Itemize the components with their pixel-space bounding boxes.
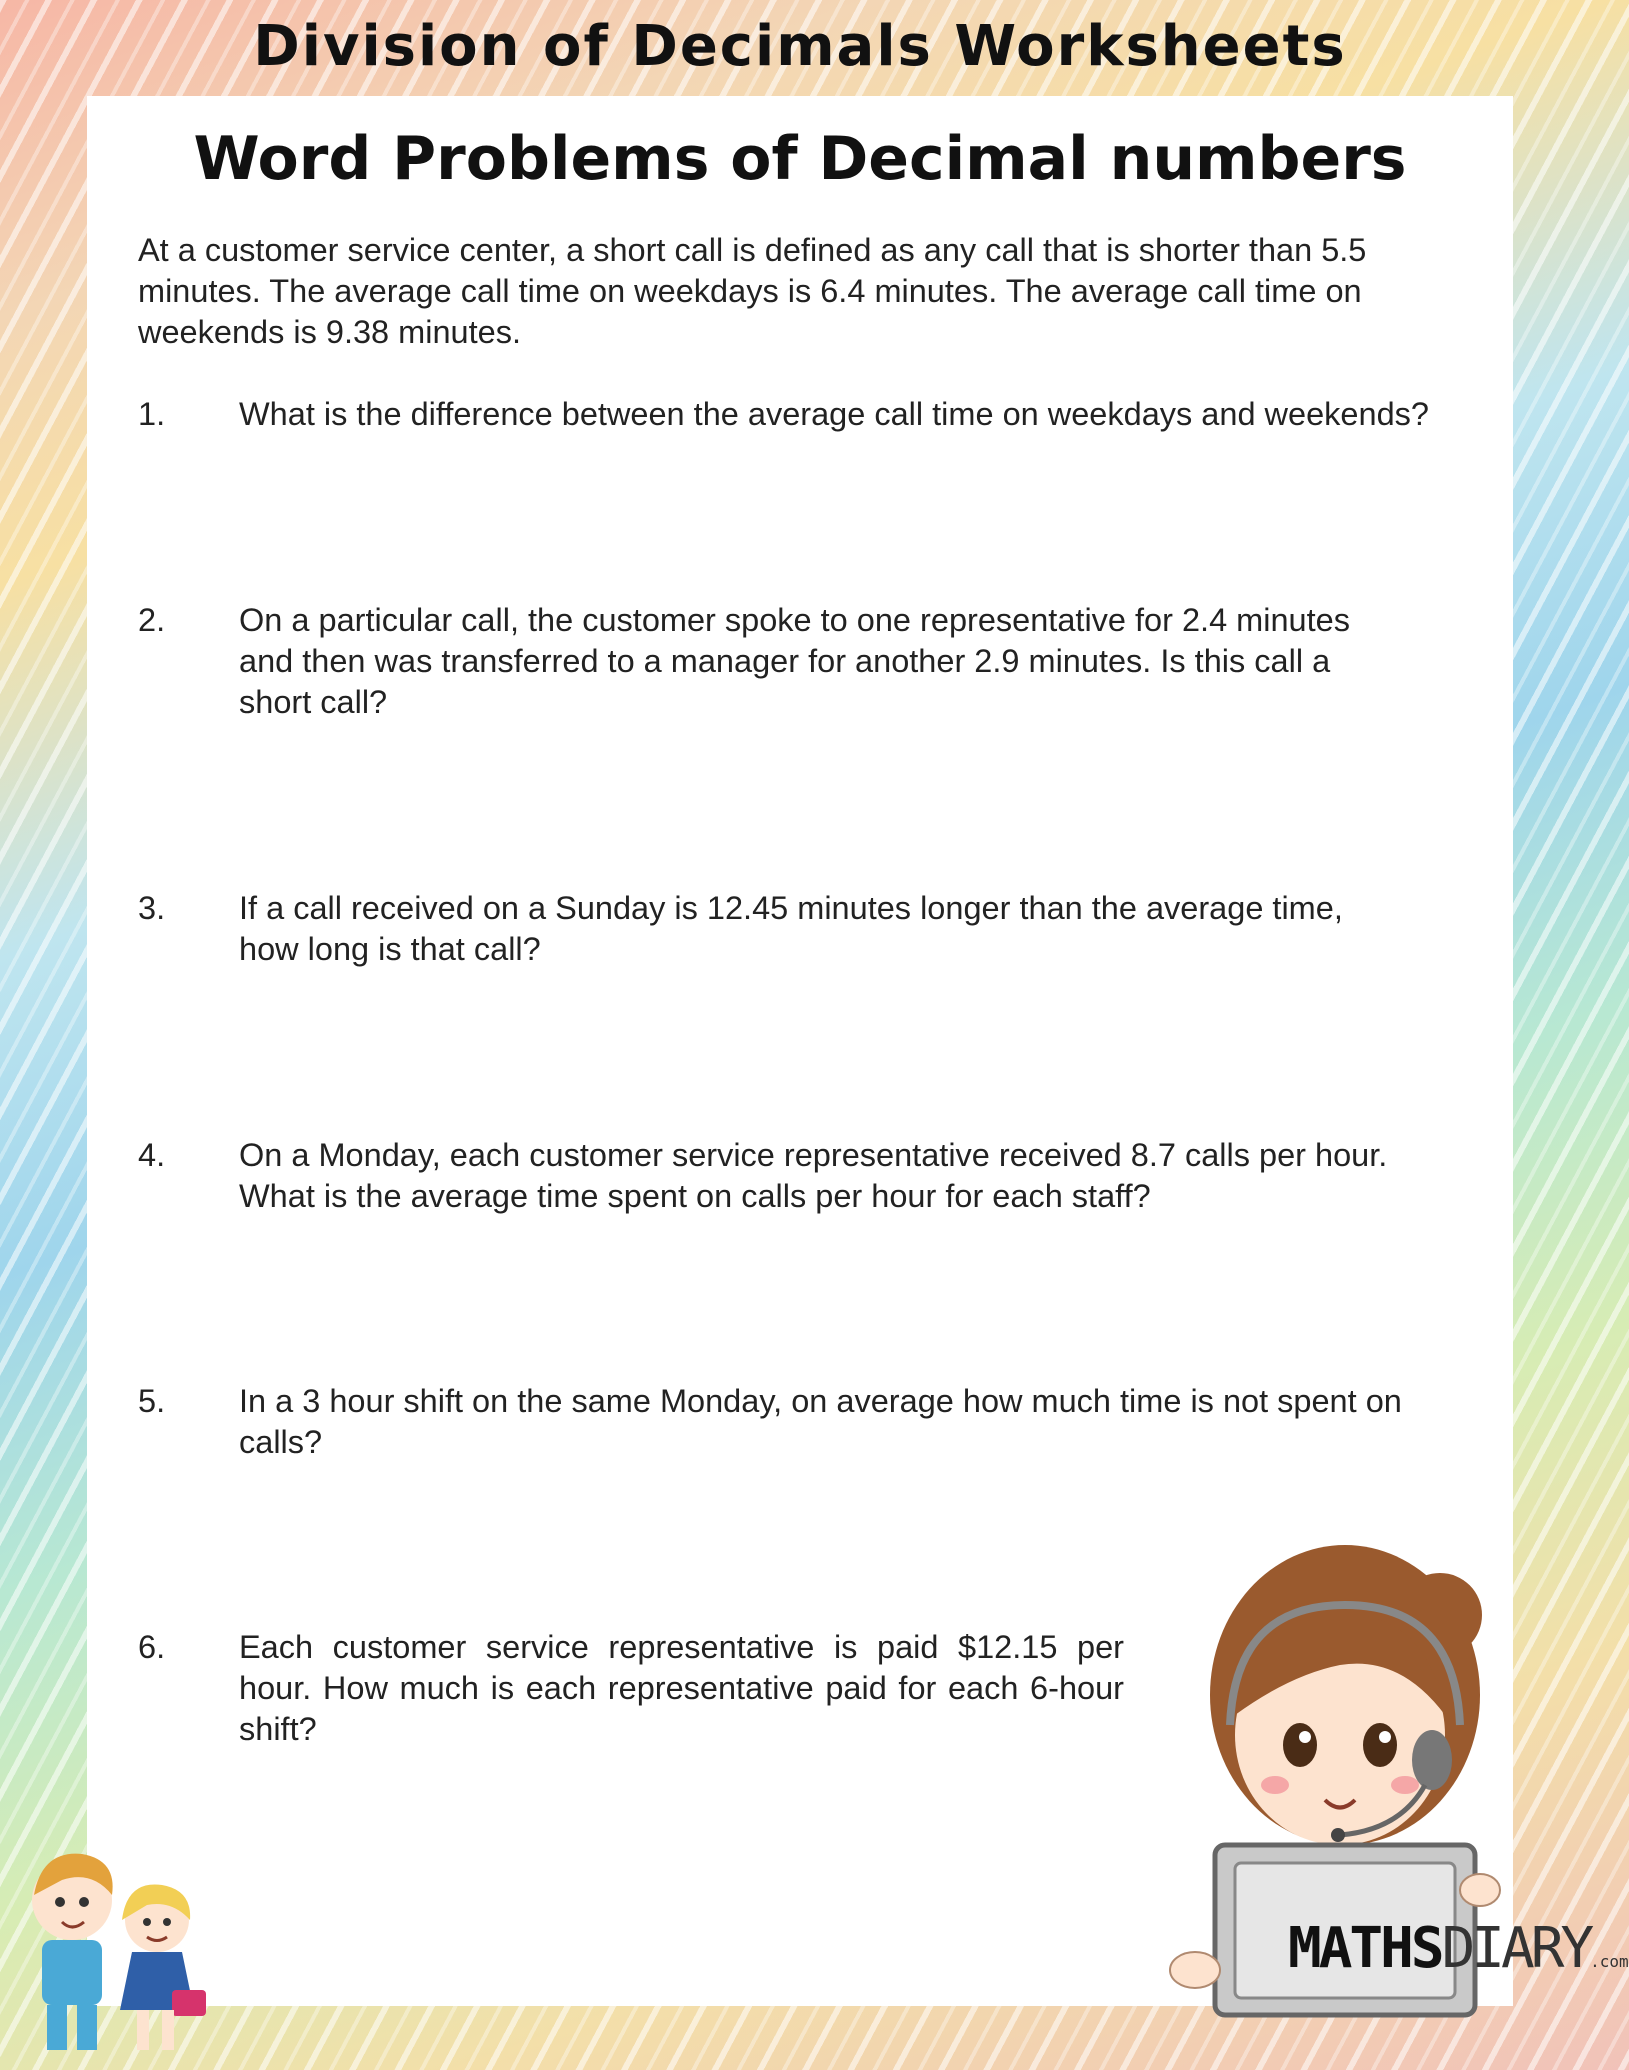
question-text: On a Monday, each customer service representative received 8.7 calls per hour. What is the average time spent on calls per hour for each staff? [239,1137,1388,1214]
question-text: What is the difference between the average call time on weekdays and weekends? [239,396,1429,432]
question-number: 1. [138,396,166,432]
question-text: On a particular call, the customer spoke to one representative for 2.4 minutes and then was transferred to a manager for another 2.9 minutes. Is this call a short call? [239,602,1350,720]
question-text: If a call received on a Sunday is 12.45 minutes longer than the average time, how long is that call? [239,890,1343,967]
logo-suffix: .com [1590,1952,1629,1971]
logo-part-maths: MATHS [1288,1916,1442,1981]
logo-part-diary: DIARY [1441,1916,1591,1981]
children-illustration [22,1840,242,2065]
question-text: Each customer service representative is paid $12.15 per hour. How much is each representative paid for each 6-hour shift? [239,1629,1124,1747]
page-header-title: Division of Decimals Worksheets [253,14,1347,79]
worksheet-title: Word Problems of Decimal numbers [193,124,1407,194]
question-number: 6. [138,1629,166,1665]
mathsdiary-logo [1288,1916,1629,1981]
question-number: 5. [138,1383,166,1419]
question-number: 2. [138,602,166,638]
intro-paragraph: At a customer service center, a short call is defined as any call that is shorter than 5.5 minutes. The average call time on weekdays is 6.4 minutes. The average call time on weekends is 9.38 minutes. [138,232,1367,350]
question-number: 3. [138,890,166,926]
question-text: In a 3 hour shift on the same Monday, on average how much time is not spent on calls? [239,1383,1402,1460]
question-number: 4. [138,1137,166,1173]
